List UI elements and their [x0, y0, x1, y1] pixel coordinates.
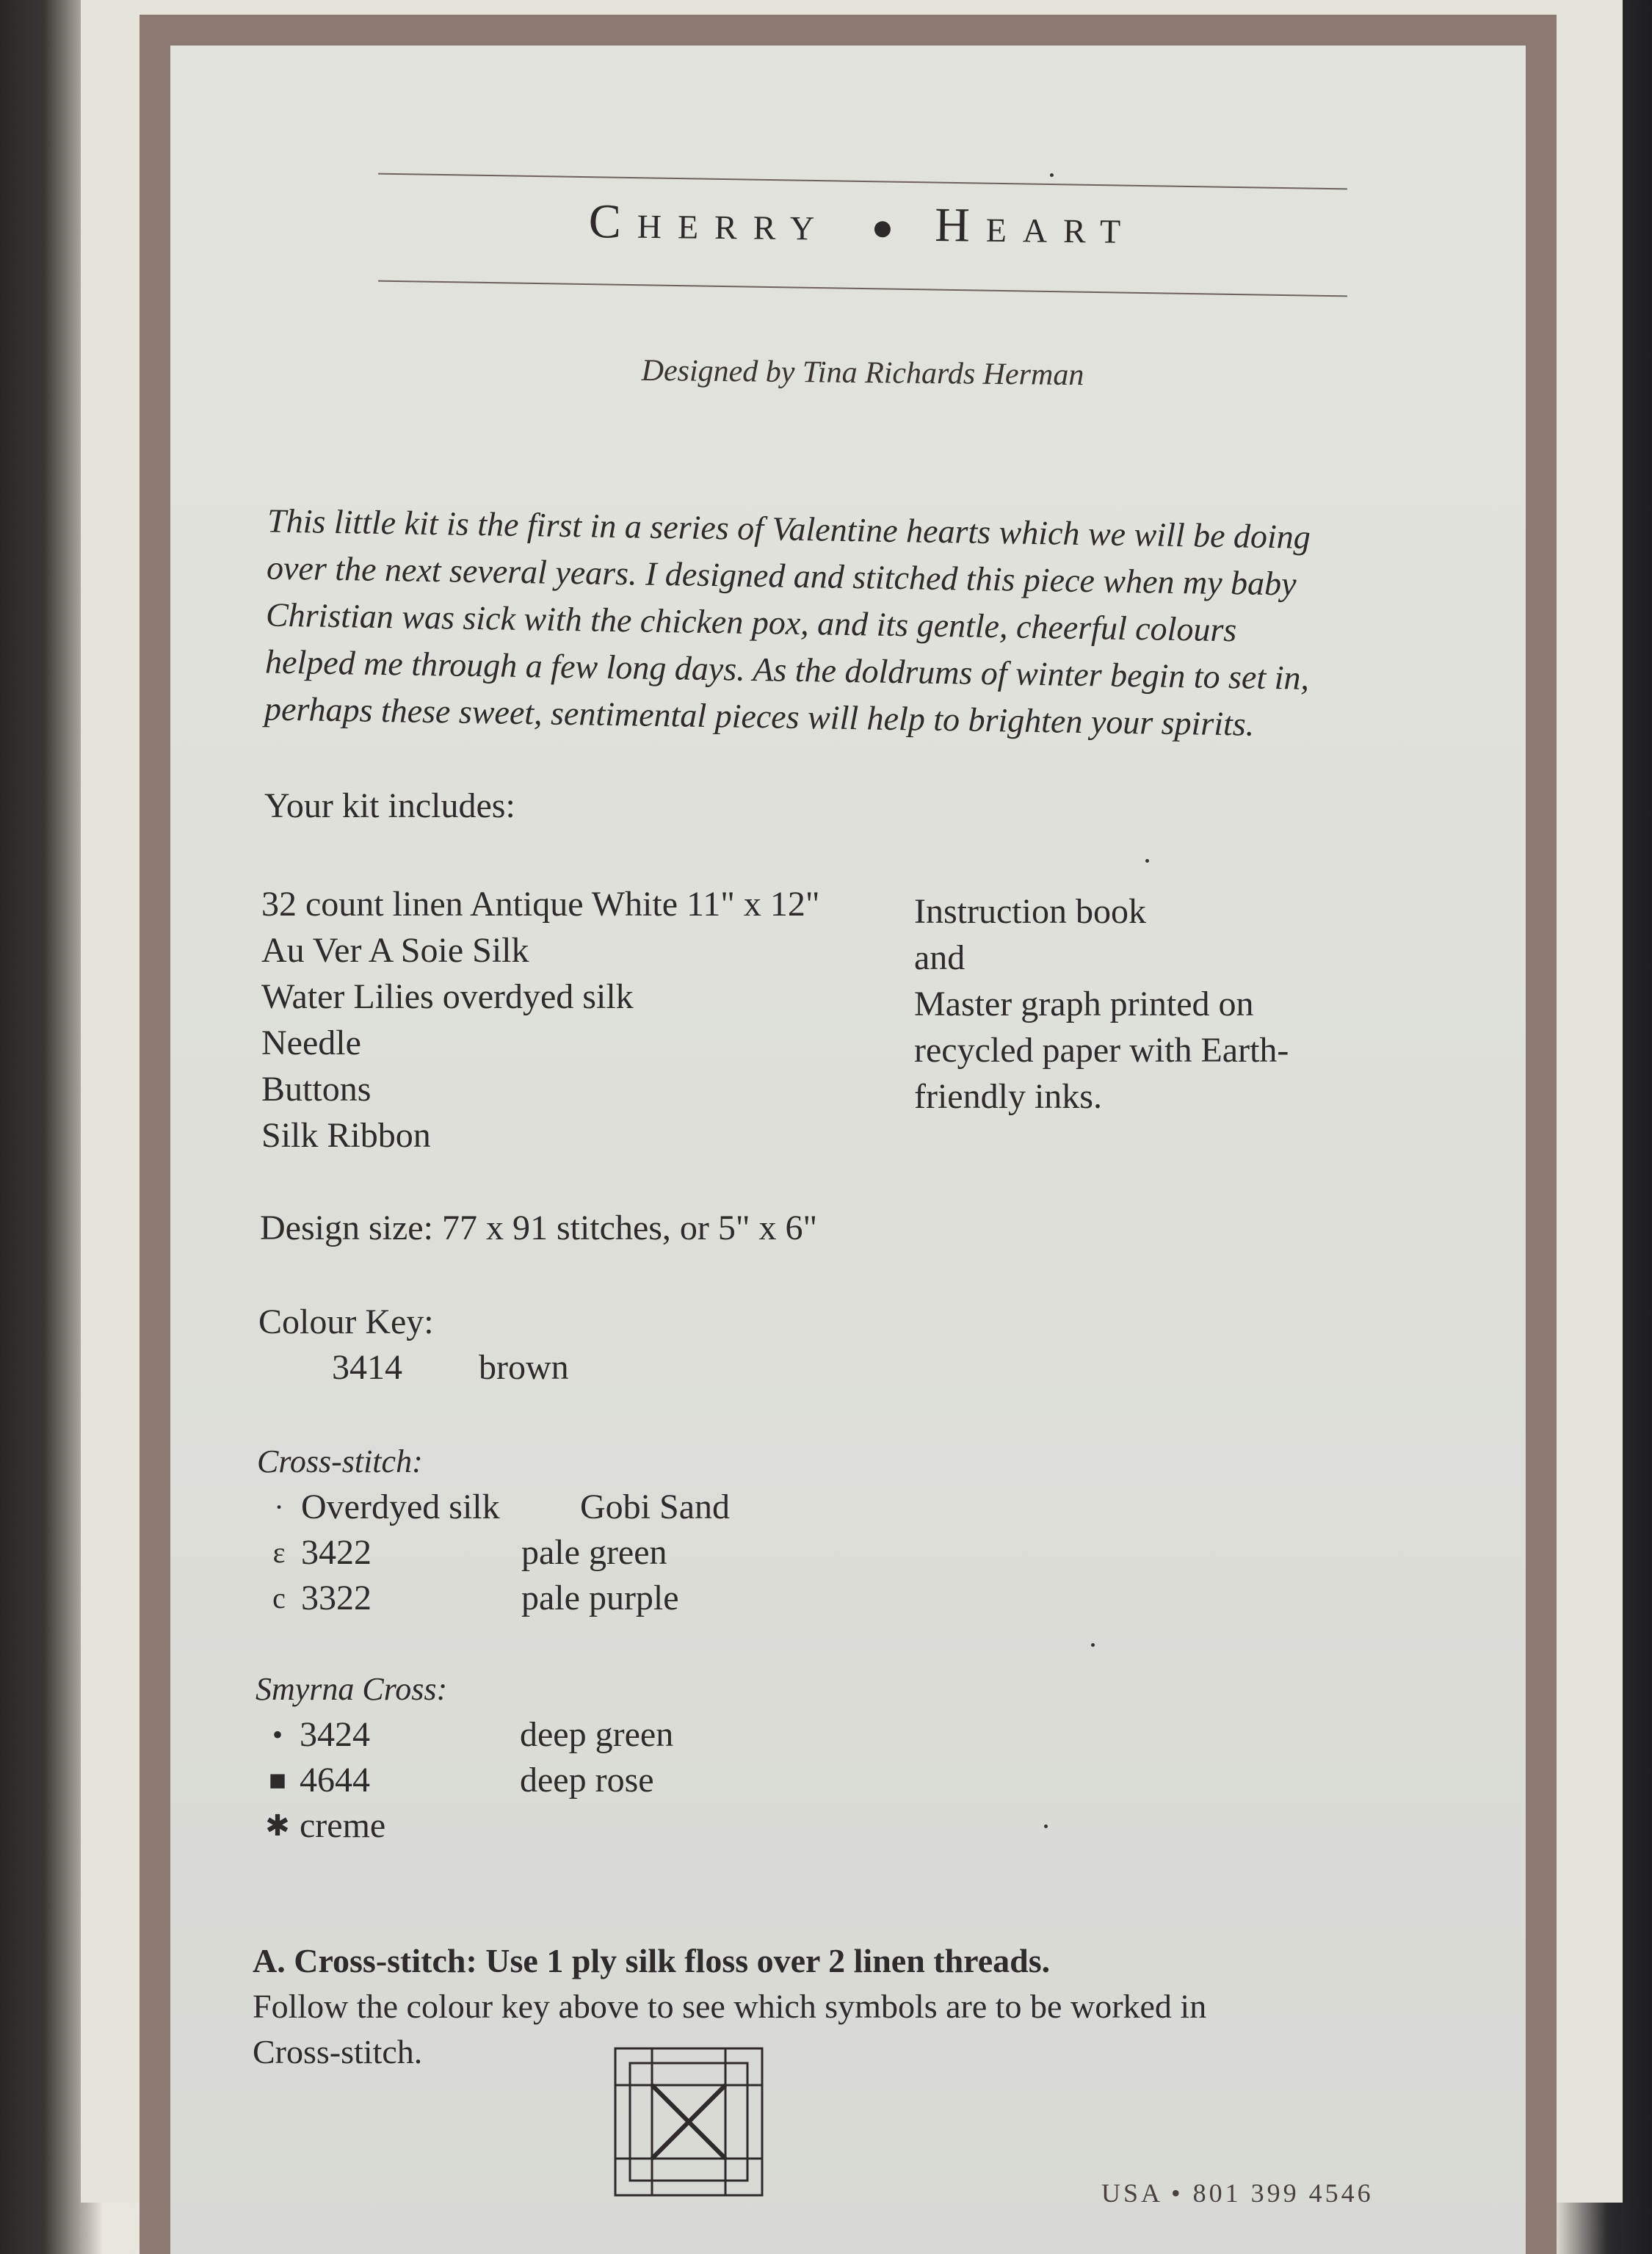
intro-line: Christian was sick with the chicken pox, and its gentle, cheerful colours [265, 595, 1237, 649]
paper-speck [1044, 1824, 1048, 1828]
page-footer: USA • 801 399 4546 [1101, 2178, 1374, 2208]
kit-heading: Your kit includes: [264, 786, 515, 825]
key-row [256, 1712, 673, 1758]
instruction-heading: A. Cross-stitch: Use 1 ply silk floss over 2 linen threads. [253, 1942, 1051, 1979]
key-code: 3422 [301, 1533, 372, 1572]
smyrna-heading: Smyrna Cross: [256, 1671, 448, 1707]
intro-line: perhaps these sweet, sentimental pieces will help to brighten your spirits. [264, 689, 1255, 743]
key-name: pale green [521, 1533, 667, 1572]
intro-line: This little kit is the first in a series of Valentine hearts which we will be doing [267, 501, 1311, 556]
instruction-line: Cross-stitch. [253, 2033, 423, 2070]
bullet-symbol-icon: • [272, 1718, 283, 1751]
kit-item: Needle [261, 1023, 361, 1062]
square-symbol-icon: ■ [268, 1764, 287, 1797]
intro-line: helped me through a few long days. As the doldrums of winter begin to set in, [264, 642, 1310, 697]
key-row [257, 1530, 730, 1576]
page-title [378, 192, 1348, 258]
design-size: Design size: 77 x 91 stitches, or 5" x 6" [260, 1208, 818, 1247]
key-row [256, 1758, 673, 1803]
key-code: 4644 [300, 1761, 370, 1800]
cross-stitch-diagram-icon [608, 2041, 769, 2203]
title-word-2: Heart [934, 198, 1137, 254]
key-row [256, 1803, 673, 1849]
intro-line: over the next several years. I designed and stitched this piece when my baby [266, 548, 1297, 603]
key-code: 3322 [301, 1579, 372, 1617]
kit-item: 32 count linen Antique White 11" x 12" [261, 885, 820, 924]
title-word-1: Cherry [588, 195, 831, 251]
kit-item: Master graph printed on [914, 985, 1254, 1023]
colour-code: 3414 [332, 1348, 402, 1387]
designer-credit: Designed by Tina Richards Herman [641, 353, 1084, 393]
kit-item: and [914, 938, 966, 977]
kit-item: Silk Ribbon [261, 1116, 431, 1155]
paper-speck [1091, 1643, 1095, 1647]
key-name: Gobi Sand [580, 1487, 730, 1526]
key-row [257, 1485, 730, 1530]
kit-item: Au Ver A Soie Silk [261, 931, 529, 970]
kit-list-right [914, 888, 1289, 1120]
cross-stitch-heading: Cross-stitch: [257, 1443, 423, 1479]
instructions-section [253, 1938, 1442, 2075]
kit-list-left [261, 881, 819, 1159]
key-name: pale purple [521, 1579, 679, 1617]
colour-key-row [258, 1345, 569, 1391]
paper-speck [1145, 859, 1149, 863]
kit-item: friendly inks. [914, 1077, 1102, 1116]
key-code: creme [300, 1806, 386, 1845]
key-name: deep green [520, 1715, 674, 1754]
intro-paragraph [264, 498, 1435, 751]
cross-stitch-key [257, 1439, 730, 1621]
kit-item: Instruction book [914, 892, 1146, 931]
title-bullet [874, 221, 891, 237]
smyrna-cross-key [256, 1667, 673, 1849]
asterisk-symbol-icon: ✱ [265, 1809, 290, 1842]
colour-name: brown [479, 1348, 569, 1387]
colour-key [258, 1300, 569, 1391]
key-name: deep rose [520, 1761, 654, 1800]
dot-symbol-icon: · [274, 1490, 284, 1523]
instruction-line: Follow the colour key above to see which symbols are to be worked in [253, 1987, 1207, 2025]
c-symbol-icon: c [272, 1581, 286, 1615]
kit-item: recycled paper with Earth- [914, 1031, 1289, 1070]
paper-speck [1050, 173, 1054, 177]
colour-key-heading: Colour Key: [258, 1302, 434, 1341]
key-code: Overdyed silk [301, 1487, 500, 1526]
kit-item: Buttons [261, 1070, 372, 1109]
key-code: 3424 [300, 1715, 370, 1754]
key-row [257, 1576, 730, 1621]
kit-item: Water Lilies overdyed silk [261, 977, 634, 1016]
epsilon-symbol-icon: ε [272, 1536, 286, 1569]
